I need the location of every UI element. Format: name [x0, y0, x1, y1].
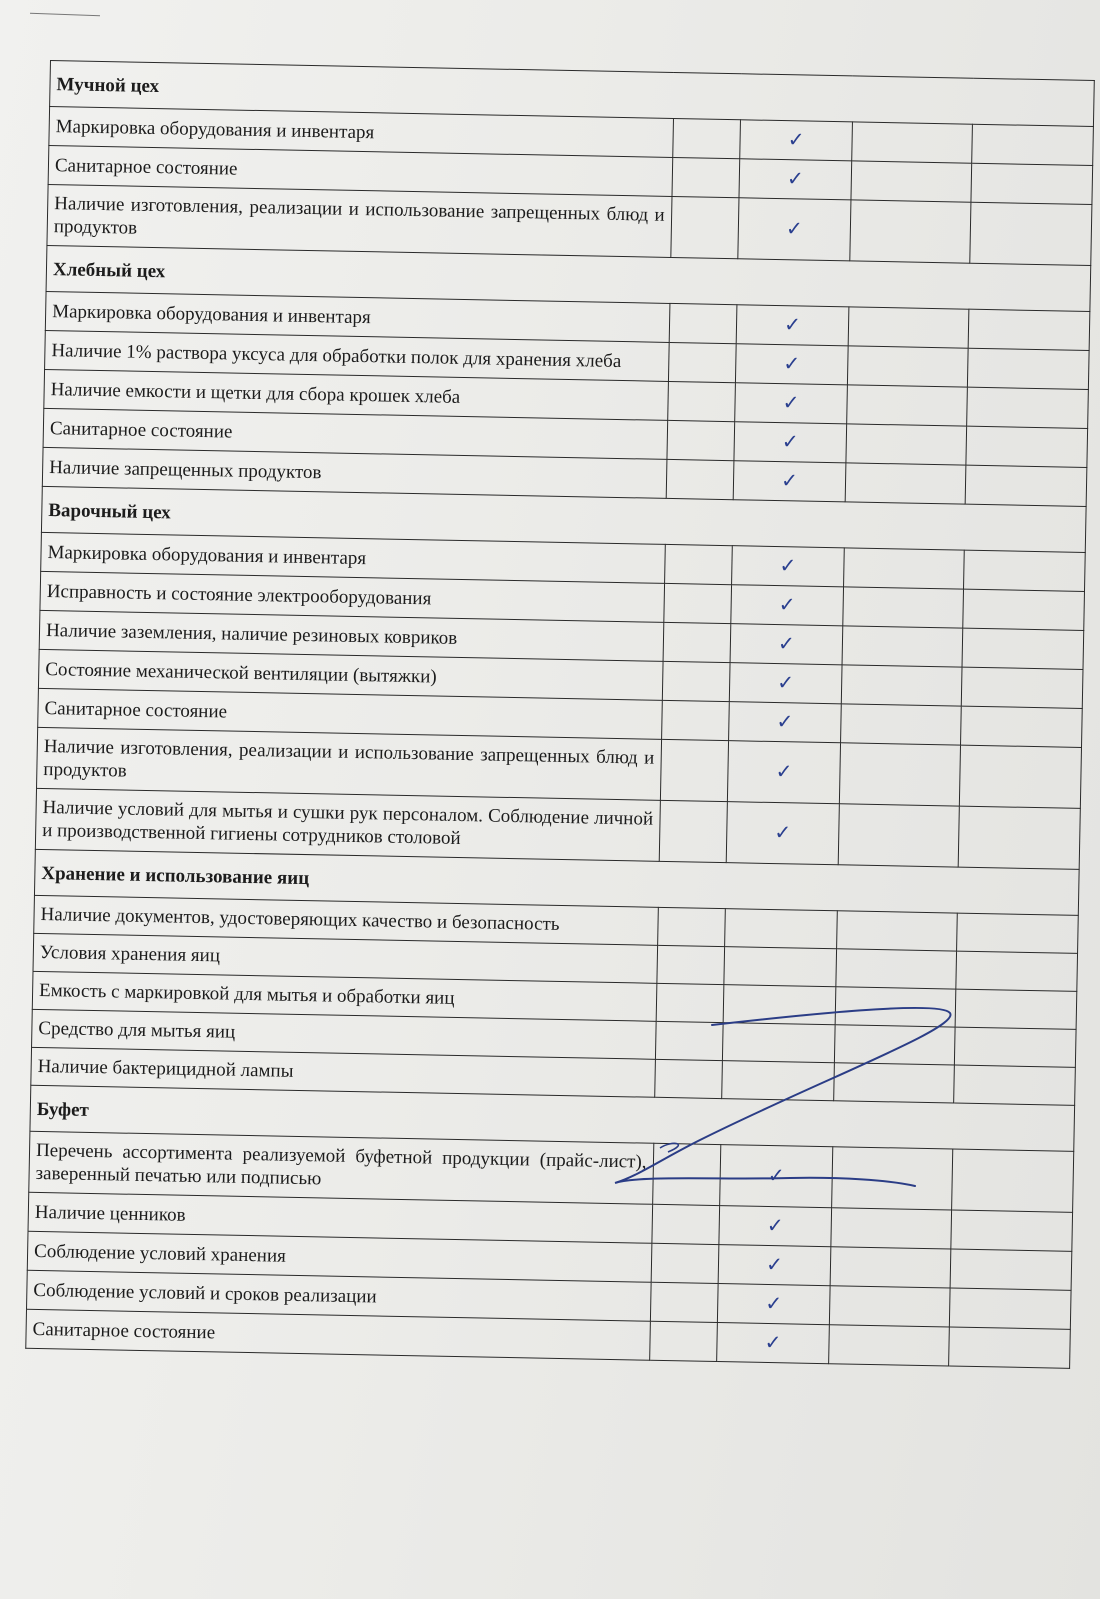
empty-cell	[847, 346, 968, 387]
mark-cell	[735, 383, 847, 424]
empty-cell	[960, 745, 1082, 808]
checkmark-icon: ✓	[776, 709, 794, 734]
empty-cell	[950, 1249, 1071, 1290]
mark-cell	[724, 985, 836, 1025]
empty-cell	[835, 949, 956, 989]
mark-cell	[737, 305, 849, 346]
empty-cell	[848, 307, 969, 348]
empty-cell	[649, 1321, 718, 1361]
mark-cell	[717, 1323, 829, 1364]
checkmark-icon: ✓	[779, 553, 797, 578]
criterion-label: Наличие условий для мытья и сушки рук персоналом. Соблюдение личной и производственной гигиены сотрудников столовой	[35, 788, 660, 861]
empty-cell	[829, 1286, 950, 1327]
mark-cell	[724, 947, 836, 987]
empty-cell	[957, 913, 1078, 953]
section-title: Буфет	[30, 1085, 1075, 1151]
checkmark-icon: ✓	[786, 166, 804, 191]
empty-cell	[661, 700, 730, 740]
empty-cell	[961, 706, 1082, 747]
criterion-label: Соблюдение условий хранения	[27, 1231, 651, 1282]
criterion-label: Наличие документов, удостоверяющих качество и безопасность	[34, 895, 658, 945]
section-title: Мучной цех	[50, 61, 1095, 127]
empty-cell	[842, 626, 963, 667]
mark-cell	[731, 585, 843, 626]
inspection-checklist-table	[25, 60, 1095, 1369]
empty-cell	[667, 420, 736, 460]
mark-cell	[734, 422, 846, 463]
checkmark-icon: ✓	[785, 216, 804, 241]
empty-cell	[664, 544, 733, 584]
empty-cell	[672, 118, 741, 158]
empty-cell	[662, 661, 731, 701]
empty-cell	[843, 548, 964, 589]
empty-cell	[954, 1065, 1075, 1105]
empty-cell	[952, 1149, 1074, 1212]
empty-cell	[663, 583, 732, 623]
empty-cell	[836, 911, 957, 951]
section-title: Хранение и использование яиц	[34, 849, 1079, 915]
empty-cell	[830, 1208, 951, 1249]
mark-cell	[725, 909, 837, 949]
mark-cell	[727, 802, 839, 865]
mark-cell	[723, 1023, 835, 1063]
empty-cell	[669, 303, 738, 343]
criterion-label: Санитарное состояние	[26, 1309, 650, 1360]
empty-cell	[655, 1021, 724, 1060]
empty-cell	[652, 1143, 721, 1205]
checkmark-icon: ✓	[774, 820, 792, 845]
criterion-label: Наличие бактерицидной лампы	[31, 1047, 655, 1097]
criterion-label: Санитарное состояние	[43, 408, 667, 459]
empty-cell	[839, 743, 961, 806]
empty-cell	[667, 381, 736, 421]
empty-cell	[846, 424, 967, 465]
empty-cell	[951, 1210, 1072, 1251]
mark-cell	[739, 159, 851, 200]
empty-cell	[657, 907, 726, 946]
empty-cell	[840, 704, 961, 745]
empty-cell	[835, 987, 956, 1027]
criterion-label: Средство для мытья яиц	[32, 1009, 656, 1059]
empty-cell	[846, 385, 967, 426]
criterion-label: Наличие 1% раствора уксуса для обработки полок для хранения хлеба	[45, 330, 669, 381]
checkmark-icon: ✓	[765, 1251, 784, 1277]
mark-cell	[728, 741, 840, 804]
empty-cell	[958, 806, 1080, 869]
empty-cell	[965, 465, 1086, 506]
checkmark-icon: ✓	[764, 1329, 782, 1355]
empty-cell	[651, 1204, 720, 1244]
empty-cell	[651, 1243, 720, 1283]
checkmark-icon: ✓	[777, 631, 796, 656]
checkmark-icon: ✓	[778, 592, 796, 617]
criterion-label: Наличие изготовления, реализации и использование запрещенных блюд и продуктов	[47, 184, 672, 257]
empty-cell	[841, 665, 962, 706]
criterion-label: Соблюдение условий и сроков реализации	[27, 1270, 651, 1321]
empty-cell	[670, 196, 739, 258]
empty-cell	[834, 1025, 955, 1065]
empty-cell	[660, 739, 729, 801]
mark-cell	[732, 546, 844, 587]
checkmark-icon: ✓	[787, 127, 805, 152]
empty-cell	[968, 348, 1089, 389]
empty-cell	[672, 157, 741, 197]
mark-cell	[730, 624, 842, 665]
criterion-label: Санитарное состояние	[38, 688, 662, 739]
empty-cell	[967, 387, 1088, 428]
criterion-label: Наличие емкости и щетки для сбора крошек хлеба	[44, 369, 668, 420]
mark-cell	[730, 663, 842, 704]
criterion-label: Маркировка оборудования и инвентаря	[45, 291, 669, 342]
empty-cell	[966, 426, 1087, 467]
mark-cell	[722, 1061, 834, 1101]
empty-cell	[955, 989, 1076, 1029]
mark-cell	[720, 1145, 832, 1208]
empty-cell	[831, 1147, 953, 1210]
criterion-label: Маркировка оборудования и инвентаря	[49, 107, 673, 158]
criterion-label: Наличие запрещенных продуктов	[42, 447, 666, 498]
empty-cell	[950, 1288, 1071, 1329]
empty-cell	[650, 1282, 719, 1322]
empty-cell	[668, 342, 737, 382]
empty-cell	[838, 804, 960, 867]
empty-cell	[842, 587, 963, 628]
mark-cell	[719, 1245, 831, 1286]
checkmark-icon: ✓	[780, 468, 799, 493]
empty-cell	[956, 951, 1077, 991]
empty-cell	[971, 163, 1092, 204]
empty-cell	[964, 550, 1085, 591]
empty-cell	[849, 200, 971, 263]
empty-cell	[968, 309, 1089, 350]
empty-cell	[972, 124, 1093, 165]
empty-cell	[656, 945, 725, 984]
checkmark-icon: ✓	[765, 1290, 783, 1316]
mark-cell	[729, 702, 841, 743]
criterion-label: Наличие ценников	[28, 1192, 652, 1243]
empty-cell	[666, 459, 735, 499]
criterion-label: Исправность и состояние электрооборудования	[40, 571, 664, 622]
criterion-label: Перечень ассортимента реализуемой буфетной продукции (прайс-лист), заверенный печатью или подписью	[29, 1131, 654, 1204]
criterion-label: Состояние механической вентиляции (вытяжки)	[38, 649, 662, 700]
criterion-label: Емкость с маркировкой для мытья и обработки яиц	[32, 971, 656, 1021]
checkmark-icon: ✓	[782, 390, 800, 415]
mark-cell	[718, 1284, 830, 1325]
empty-cell	[654, 1059, 723, 1098]
empty-cell	[962, 667, 1083, 708]
criterion-label: Наличие изготовления, реализации и использование запрещенных блюд и продуктов	[37, 727, 662, 800]
checkmark-icon: ✓	[775, 759, 793, 784]
mark-cell	[736, 344, 848, 385]
empty-cell	[851, 122, 972, 163]
mark-cell	[734, 461, 846, 502]
criterion-label: Условия хранения яиц	[33, 933, 657, 983]
checklist-body	[26, 61, 1095, 1369]
empty-cell	[845, 463, 966, 504]
checkmark-icon: ✓	[777, 670, 795, 695]
checkmark-icon: ✓	[783, 351, 801, 376]
checkmark-icon: ✓	[766, 1212, 784, 1238]
section-title: Варочный цех	[41, 486, 1086, 552]
empty-cell	[663, 622, 732, 662]
empty-cell	[949, 1327, 1070, 1368]
mark-cell	[738, 198, 850, 261]
section-title: Хлебный цех	[46, 245, 1091, 311]
checkmark-icon: ✓	[781, 429, 799, 454]
empty-cell	[656, 983, 725, 1022]
checkmark-icon: ✓	[783, 312, 802, 337]
empty-cell	[659, 800, 728, 862]
criterion-label: Санитарное состояние	[48, 145, 672, 196]
empty-cell	[962, 628, 1083, 669]
empty-cell	[963, 589, 1084, 630]
empty-cell	[955, 1027, 1076, 1067]
mark-cell	[740, 120, 852, 161]
criterion-label: Маркировка оборудования и инвентаря	[41, 532, 665, 583]
criterion-label: Наличие заземления, наличие резиновых ковриков	[39, 610, 663, 661]
empty-cell	[828, 1325, 949, 1366]
empty-cell	[833, 1063, 954, 1103]
checkmark-icon: ✓	[767, 1162, 785, 1188]
empty-cell	[830, 1247, 951, 1288]
empty-cell	[970, 202, 1092, 265]
empty-cell	[851, 161, 972, 202]
mark-cell	[719, 1206, 831, 1247]
